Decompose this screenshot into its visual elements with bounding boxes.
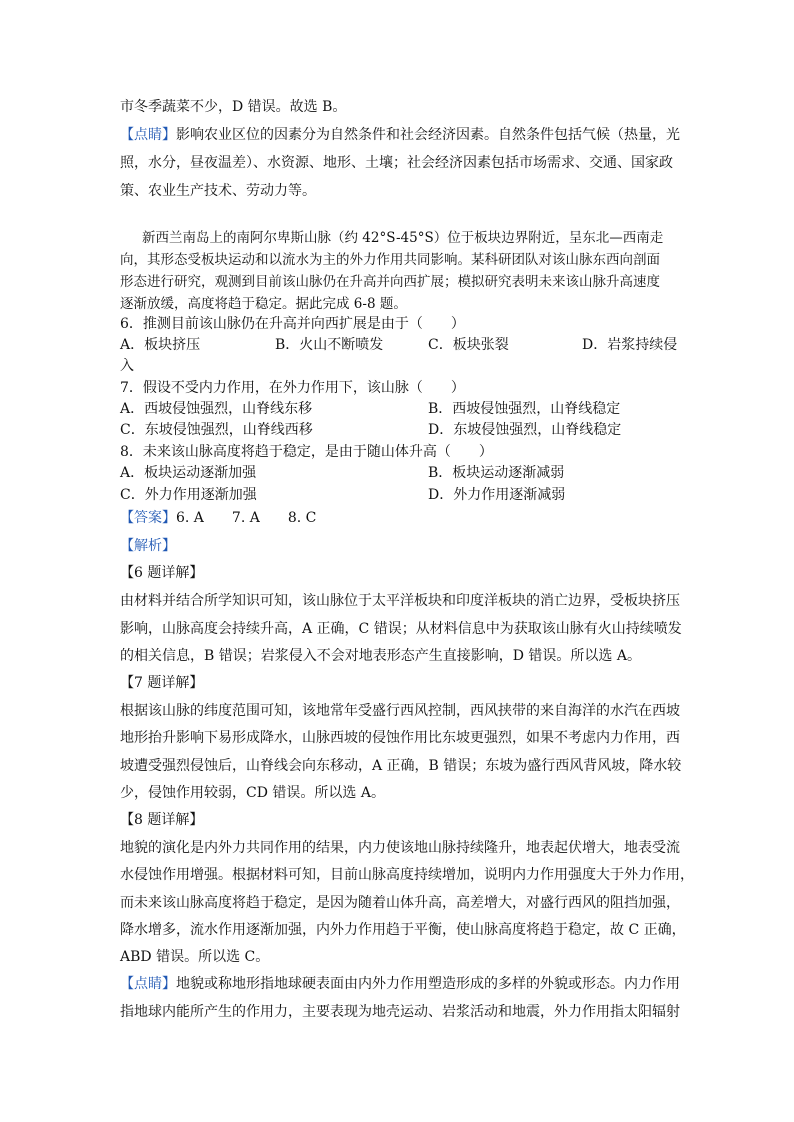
detail-6-line-2: 影响，山脉高度会持续升高，A 正确，C 错误；从材料信息中为获取该山脉有火山持续喷发 — [120, 621, 682, 637]
answer-tag: 【答案】 — [120, 510, 176, 526]
tip-text-line-3: 策、农业生产技术、劳动力等。 — [120, 183, 316, 199]
tip-2-tag: 【点睛】 — [120, 976, 176, 992]
tip-paragraph — [120, 124, 680, 144]
question-8-option-b: B．板块运动逐渐减弱 — [428, 465, 565, 481]
detail-8-line-3: 而未来该山脉高度将趋于稳定，是因为随着山体升高，高差增大，对盛行西风的阻挡加强， — [120, 895, 680, 911]
passage-line-3: 形态进行研究，观测到目前该山脉仍在升高并向西扩展；模拟研究表明未来该山脉升高速度 — [120, 274, 660, 290]
question-7-option-a: A．西坡侵蚀强烈，山脊线东移 — [120, 401, 313, 417]
question-8-stem: 8．未来该山脉高度将趋于稳定，是由于随山体升高（ ） — [120, 444, 493, 460]
detail-8-line-5: ABD 错误。所以选 C。 — [120, 949, 270, 965]
tip-text-line-2: 照，水分，昼夜温差）、水资源、地形、土壤；社会经济因素包括市场需求、交通、国家政 — [120, 155, 673, 171]
detail-8-line-4: 降水增多，流水作用逐渐加强，内外力作用趋于平衡，使山脉高度将趋于稳定，故 C 正确， — [120, 922, 686, 938]
tip-text-line-1: 影响农业区位的因素分为自然条件和社会经济因素。自然条件包括气候（热量，光 — [176, 127, 680, 143]
question-6-option-d-wrap: 入 — [120, 358, 134, 374]
detail-6-line-3: 的相关信息，B 错误；岩浆侵入不会对地表形态产生直接影响，D 错误。所以选 A。 — [120, 648, 641, 664]
passage-line-2: 向，其形态受板块运动和以流水为主的外力作用共同影响。某科研团队对该山脉东西向剖面 — [120, 252, 660, 268]
detail-7-title: 【7 题详解】 — [120, 675, 204, 691]
detail-7-line-4: 少，侵蚀作用较弱，CD 错误。所以选 A。 — [120, 785, 385, 801]
passage-line-1: 新西兰南岛上的南阿尔卑斯山脉（约 42°S-45°S）位于板块边界附近，呈东北—西南走 — [142, 230, 664, 246]
answer-line — [120, 507, 680, 527]
question-7-stem: 7．假设不受内力作用，在外力作用下，该山脉（ ） — [120, 380, 465, 396]
question-8-option-a: A．板块运动逐渐加强 — [120, 465, 257, 481]
detail-8-title: 【8 题详解】 — [120, 812, 204, 828]
detail-8-line-1: 地貌的演化是内外力共同作用的结果，内力使该地山脉持续隆升，地表起伏增大，地表受流 — [120, 840, 680, 856]
detail-8-line-2: 水侵蚀作用增强。根据材料可知，目前山脉高度持续增加，说明内力作用强度大于外力作用， — [120, 867, 694, 883]
analysis-tag: 【解析】 — [120, 538, 176, 554]
intro-line-1: 市冬季蔬菜不少，D 错误。故选 B。 — [120, 99, 347, 115]
detail-7-line-1: 根据该山脉的纬度范围可知，该地常年受盛行西风控制，西风挟带的来自海洋的水汽在西坡 — [120, 703, 680, 719]
detail-7-line-2: 地形抬升影响下易形成降水，山脉西坡的侵蚀作用比东坡更强烈，如果不考虑内力作用，西 — [120, 730, 680, 746]
detail-6-title: 【6 题详解】 — [120, 565, 204, 581]
question-6-option-b: B．火山不断喷发 — [275, 337, 384, 353]
question-6-option-c: C．板块张裂 — [428, 337, 509, 353]
tip-2-paragraph — [120, 973, 680, 993]
question-6-option-d: D．岩浆持续侵 — [582, 337, 678, 353]
question-6-stem: 6．推测目前该山脉仍在升高并向西扩展是由于（ ） — [120, 316, 465, 332]
question-7-option-b: B．西坡侵蚀强烈，山脊线稳定 — [428, 401, 621, 417]
answer-text: 6. A 7. A 8. C — [176, 510, 317, 526]
passage-line-4: 逐渐放缓，高度将趋于稳定。据此完成 6-8 题。 — [120, 296, 407, 312]
question-8-option-d: D．外力作用逐渐减弱 — [428, 487, 566, 503]
analysis-heading — [120, 535, 680, 555]
question-7-option-c: C．东坡侵蚀强烈，山脊线西移 — [120, 422, 313, 438]
tip-2-line-1: 地貌或称地形指地球硬表面由内外力作用塑造形成的多样的外貌或形态。内力作用 — [176, 976, 680, 992]
question-7-option-d: D．东坡侵蚀强烈，山脊线稳定 — [428, 422, 622, 438]
detail-6-line-1: 由材料并结合所学知识可知，该山脉位于太平洋板块和印度洋板块的消亡边界，受板块挤压 — [120, 593, 680, 609]
question-8-option-c: C．外力作用逐渐加强 — [120, 487, 257, 503]
detail-7-line-3: 坡遭受强烈侵蚀后，山脊线会向东移动，A 正确，B 错误；东坡为盛行西风背风坡，降水较 — [120, 758, 682, 774]
tip-tag: 【点睛】 — [120, 127, 176, 143]
tip-2-line-2: 指地球内能所产生的作用力，主要表现为地壳运动、岩浆活动和地震，外力作用指太阳辐射 — [120, 1004, 680, 1020]
question-6-option-a: A．板块挤压 — [120, 337, 201, 353]
